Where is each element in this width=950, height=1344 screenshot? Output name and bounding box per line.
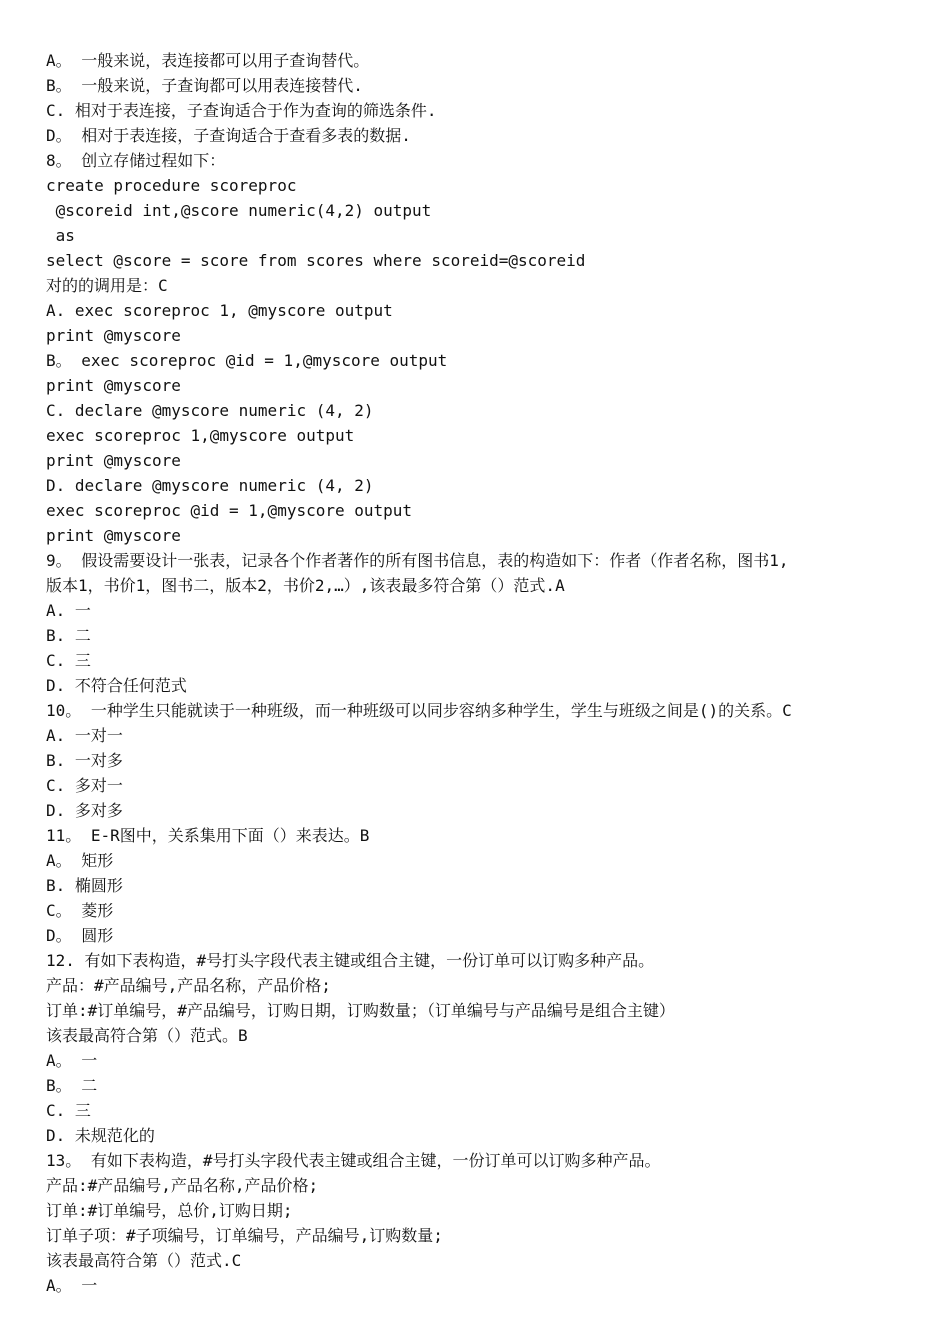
option-d-line: D. 未规范化的 — [46, 1126, 155, 1145]
code-line: print @myscore — [46, 326, 181, 345]
option-c-line: C. 三 — [46, 1101, 91, 1120]
option-b-line: B. 二 — [46, 626, 91, 645]
option-c-line: C。 菱形 — [46, 901, 114, 920]
question-11: 11。 E-R图中，关系集用下面（）来表达。B — [46, 826, 370, 845]
code-line: print @myscore — [46, 451, 181, 470]
table-definition-line: 产品:#产品编号,产品名称,产品价格; — [46, 1176, 319, 1195]
code-line: print @myscore — [46, 376, 181, 395]
option-d-line: D. 不符合任何范式 — [46, 676, 187, 695]
question-9-continued: 版本1，书价1，图书二，版本2，书价2,…）,该表最多符合第（）范式.A — [46, 576, 565, 595]
option-c-line: C. 多对一 — [46, 776, 123, 795]
question-10: 10。 一种学生只能就读于一种班级，而一种班级可以同步容纳多种学生，学生与班级之间是()的关系。C — [46, 701, 792, 720]
code-line: exec scoreproc 1,@myscore output — [46, 426, 355, 445]
option-b-line: B。 一般来说，子查询都可以用表连接替代. — [46, 76, 363, 95]
option-d-line: D。 相对于表连接，子查询适合于查看多表的数据. — [46, 126, 411, 145]
code-line: @scoreid int,@score numeric(4,2) output — [46, 201, 432, 220]
option-a-line: A。 矩形 — [46, 851, 114, 870]
option-a-line: A。 一 — [46, 1276, 98, 1295]
table-definition-line: 产品：#产品编号,产品名称，产品价格; — [46, 976, 331, 995]
option-d-line: D。 圆形 — [46, 926, 114, 945]
table-definition-line: 订单子项：#子项编号，订单编号，产品编号,订购数量; — [46, 1226, 443, 1245]
code-line: print @myscore — [46, 526, 181, 545]
answer-prompt: 该表最高符合第（）范式。B — [46, 1026, 248, 1045]
option-a-line: A. exec scoreproc 1, @myscore output — [46, 301, 393, 320]
answer-prompt: 对的的调用是：C — [46, 276, 168, 295]
question-9: 9。 假设需要设计一张表，记录各个作者著作的所有图书信息，表的构造如下：作者（作者名称，图书1, — [46, 551, 789, 570]
option-d-line: D. 多对多 — [46, 801, 123, 820]
option-a-line: A. 一对一 — [46, 726, 123, 745]
table-definition-line: 订单:#订单编号，#产品编号，订购日期，订购数量；（订单编号与产品编号是组合主键） — [46, 1001, 675, 1020]
question-8: 8。 创立存储过程如下： — [46, 151, 226, 170]
option-b-line: B. 椭圆形 — [46, 876, 123, 895]
code-line: create procedure scoreproc — [46, 176, 297, 195]
option-b-line: B。 二 — [46, 1076, 98, 1095]
option-a-line: A。 一 — [46, 1051, 98, 1070]
document-page — [46, 48, 926, 1298]
code-line: as — [46, 226, 75, 245]
table-definition-line: 订单:#订单编号，总价,订购日期; — [46, 1201, 293, 1220]
option-c-line: C. 三 — [46, 651, 91, 670]
option-b-line: B. 一对多 — [46, 751, 123, 770]
option-a-line: A. 一 — [46, 601, 91, 620]
question-13: 13。 有如下表构造，#号打头字段代表主键或组合主键，一份订单可以订购多种产品。 — [46, 1151, 661, 1170]
option-c-line: C. 相对于表连接，子查询适合于作为查询的筛选条件. — [46, 101, 437, 120]
option-c-line: C. declare @myscore numeric (4, 2) — [46, 401, 374, 420]
option-a-line: A。 一般来说，表连接都可以用子查询替代。 — [46, 51, 370, 70]
option-d-line: D. declare @myscore numeric (4, 2) — [46, 476, 374, 495]
code-line: exec scoreproc @id = 1,@myscore output — [46, 501, 413, 520]
answer-prompt: 该表最高符合第（）范式.C — [46, 1251, 242, 1270]
code-line: select @score = score from scores where scoreid=@scoreid — [46, 251, 586, 270]
question-12: 12. 有如下表构造，#号打头字段代表主键或组合主键，一份订单可以订购多种产品。 — [46, 951, 655, 970]
option-b-line: B。 exec scoreproc @id = 1,@myscore output — [46, 351, 448, 370]
